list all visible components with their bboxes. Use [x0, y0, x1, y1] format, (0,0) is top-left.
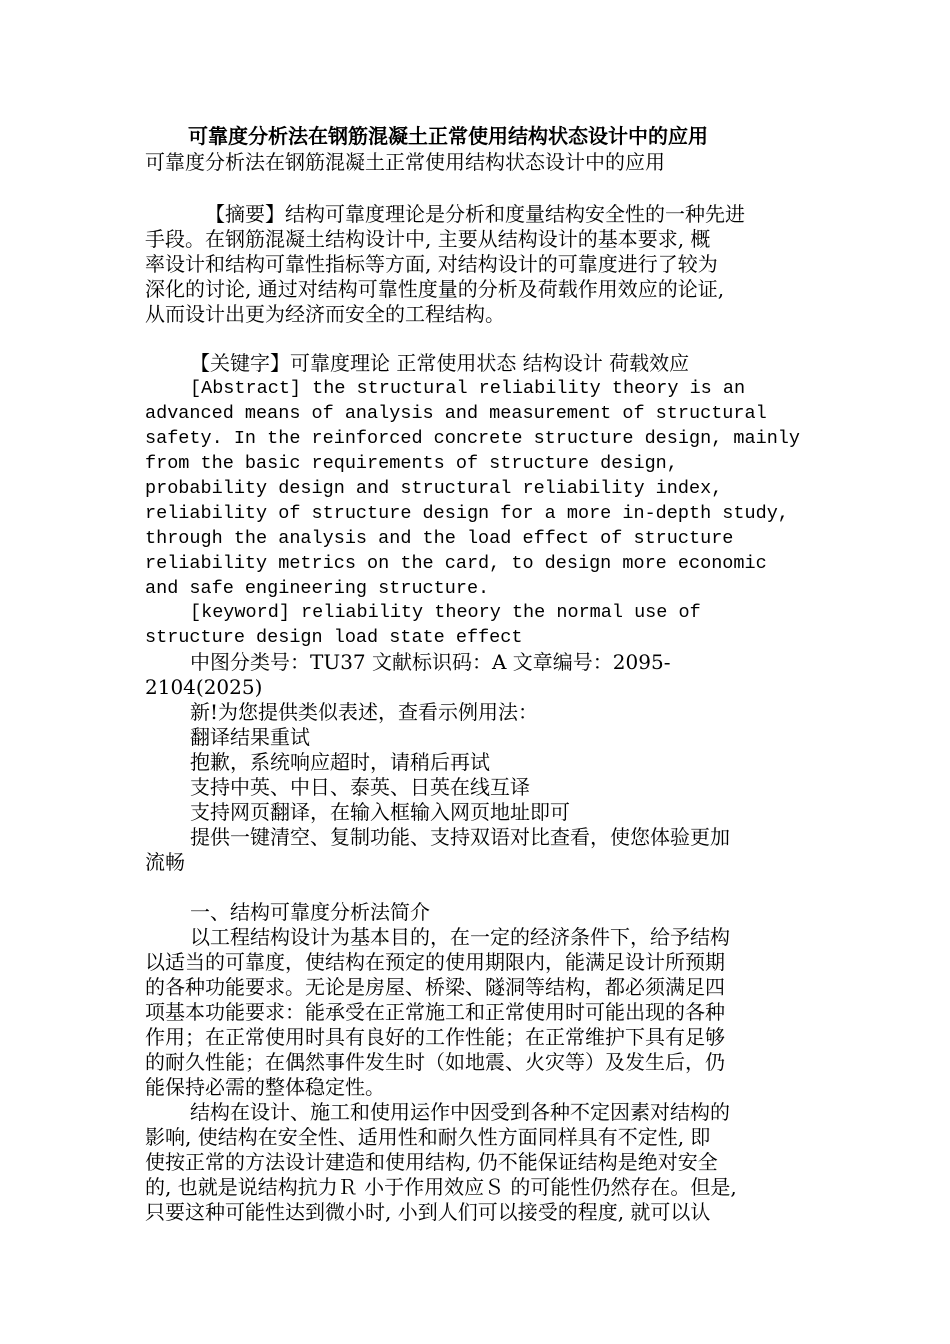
paragraph-line: 的, 也就是说结构抗力Ｒ 小于作用效应Ｓ 的可能性仍然存在。但是, — [145, 1175, 737, 1199]
abstract-en-line: reliability of structure design for a more in-depth study, — [145, 503, 789, 524]
abstract-cn-line: 深化的讨论, 通过对结构可靠性度量的分析及荷载作用效应的论证, — [145, 277, 725, 301]
abstract-cn-line: 从而设计出更为经济而安全的工程结构。 — [145, 302, 505, 326]
paragraph-line: 只要这种可能性达到微小时, 小到人们可以接受的程度, 就可以认 — [145, 1200, 711, 1224]
abstract-cn-line: 手段。在钢筋混凝土结构设计中, 主要从结构设计的基本要求, 概 — [145, 227, 711, 251]
abstract-en-line: safety. In the reinforced concrete structure design, mainly — [145, 428, 801, 449]
classification-line: 2104(2025) — [145, 675, 263, 699]
keywords-cn: 【关键字】可靠度理论 正常使用状态 结构设计 荷载效应 — [190, 351, 690, 375]
abstract-en-line: from the basic requirements of structure design, — [145, 453, 678, 474]
paragraph-line: 以工程结构设计为基本目的，在一定的经济条件下，给予结构 — [190, 925, 730, 949]
paragraph-line: 作用；在正常使用时具有良好的工作性能；在正常维护下具有足够 — [145, 1025, 725, 1049]
abstract-cn-line: 【摘要】结构可靠度理论是分析和度量结构安全性的一种先进 — [205, 202, 745, 226]
notice-line: 抱歉，系统响应超时，请稍后再试 — [190, 750, 490, 774]
section-heading: 一、结构可靠度分析法简介 — [190, 900, 430, 924]
keywords-en-line: structure design load state effect — [145, 627, 523, 648]
paragraph-line: 结构在设计、施工和使用运作中因受到各种不定因素对结构的 — [190, 1100, 730, 1124]
notice-line: 支持网页翻译，在输入框输入网页地址即可 — [190, 800, 570, 824]
abstract-en-line: probability design and structural reliability index, — [145, 478, 723, 499]
abstract-en-line: reliability metrics on the card, to design more economic — [145, 553, 767, 574]
paragraph-line: 使按正常的方法设计建造和使用结构, 仍不能保证结构是绝对安全 — [145, 1150, 718, 1174]
paragraph-line: 能保持必需的整体稳定性。 — [145, 1075, 385, 1099]
paragraph-line: 的耐久性能；在偶然事件发生时（如地震、火灾等）及发生后，仍 — [145, 1050, 725, 1074]
document-title: 可靠度分析法在钢筋混凝土正常使用结构状态设计中的应用 — [188, 124, 708, 148]
keywords-en-line: [keyword] reliability theory the normal use of — [190, 602, 701, 623]
paragraph-line: 项基本功能要求：能承受在正常施工和正常使用时可能出现的各种 — [145, 1000, 725, 1024]
paragraph-line: 的各种功能要求。无论是房屋、桥梁、隧洞等结构，都必须满足四 — [145, 975, 725, 999]
paragraph-line: 以适当的可靠度，使结构在预定的使用期限内，能满足设计所预期 — [145, 950, 725, 974]
notice-line: 翻译结果重试 — [190, 725, 310, 749]
abstract-en-line: through the analysis and the load effect of structure — [145, 528, 734, 549]
notice-line: 支持中英、中日、泰英、日英在线互译 — [190, 775, 530, 799]
classification-line: 中图分类号：TU37 文献标识码：A 文章编号：2095- — [190, 650, 671, 674]
notice-line: 提供一键清空、复制功能、支持双语对比查看，使您体验更加 — [190, 825, 730, 849]
abstract-cn-line: 率设计和结构可靠性指标等方面, 对结构设计的可靠度进行了较为 — [145, 252, 718, 276]
paragraph-line: 影响, 使结构在安全性、适用性和耐久性方面同样具有不定性, 即 — [145, 1125, 711, 1149]
notice-line: 新!为您提供类似表述，查看示例用法： — [190, 700, 539, 724]
abstract-en-line: and safe engineering structure. — [145, 578, 490, 599]
document-subtitle: 可靠度分析法在钢筋混凝土正常使用结构状态设计中的应用 — [145, 150, 665, 174]
abstract-en-line: advanced means of analysis and measurement of structural — [145, 403, 767, 424]
notice-line: 流畅 — [145, 850, 185, 874]
abstract-en-line: [Abstract] the structural reliability theory is an — [190, 378, 746, 399]
